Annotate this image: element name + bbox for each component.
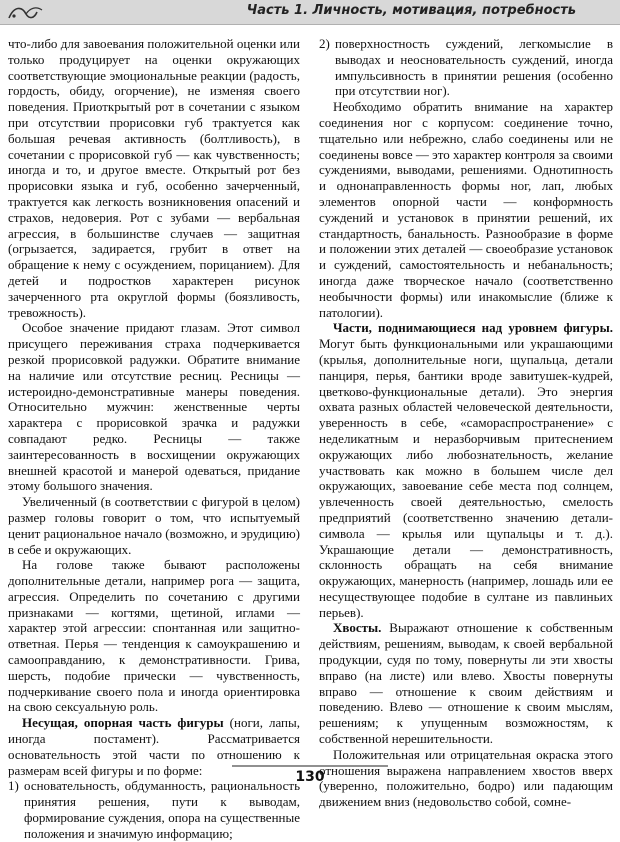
right-column <box>319 36 613 810</box>
paragraph <box>319 320 613 620</box>
paragraph-text: (ноги, лапы, иногда постамент). Рассматривается основательность этой части по отношению к размерам всей фигуры и по форме: <box>8 715 300 778</box>
list-text: основательность, обдуманность, рациональность принятия решения, пути к выводам, формирование суждения, опора на существенные положения и значимую информацию; <box>24 778 300 841</box>
paragraph-text: Могут быть функциональными или украшающими (крылья, дополнительные ноги, щупальца, детали панциря, перья, бантики вроде завитушек-кудрей, цветково-функциональные детали). Это энергия охвата разных областей человеческой деятельности, уверенность в себе, «самораспространение» с неделикатным и неразборчивым притеснением окружающих либо любознательность, желание участвовать как можно в большем числе дел окружающих, завоевание себе места под солнцем, увлеченность своей деятельностью, смелость предприятий (соответственно значению детали-символа — крылья или щупальцы и т. д.). Украшающие детали — демонстративность, склонность обращать на себя внимание окружающих, манерность (например, лошадь или ее несуществующее подобие в султане из павлиньих перьев). <box>319 336 613 620</box>
header-title: Часть 1. Личность, мотивация, потребность <box>246 3 576 18</box>
bold-lead-in: Несущая, опорная часть фигуры <box>22 715 224 731</box>
paragraph: Положительная или отрицательная окраска этого отношения выражена направлением хвостов вверх (уверенно, положительно, бодро) или падающим движением вниз (недовольство собой, сомне- <box>319 746 613 810</box>
left-column <box>8 36 300 842</box>
footer-divider <box>0 765 620 767</box>
paragraph: что-либо для завоевания положительной оценки или только продуцирует на оценки окружающих соответствующие эмоциональные реакции (радость, гордость, обиду, огорчение), не изменяя своего поведения. Приоткрытый рот в сочетании с языком при отсутствии прорисовки губ трактуется как большая речевая активность (болтливость), в сочетании с прорисовкой губ — как чувственность; иногда и то, и другое вместе. Открытый рот без прорисовки языка и губ, особенно зачерченный, трактуется как легкость возникновения опасений и страхов, недоверия. Рот с зубами — вербальная агрессия, в большинстве случаев — защитная (огрызается, задирается, грубит в ответ на обращение к нему с осуждением, порицанием). Для детей и подростков характерен рисунок зачерченного рта округлой формы (боязливость, тревожность). <box>8 36 300 320</box>
paragraph: Особое значение придают глазам. Этот символ присущего переживания страха подчеркивается резкой прорисовкой радужки. Обратите внимание на наличие или отсутствие ресниц. Ресницы — истероидно-демонстративные манеры поведения. Относительно мужчин: женственные черты характера с прорисовкой зрачка и радужки совпадают редко. Ресницы — также заинтересованность в восхищении окружающих внешней красотой и манерой одеваться, придание этому большого значения. <box>8 320 300 494</box>
paragraph-text: Выражают отношение к собственным действиям, решениям, выводам, к своей вербальной продукции, судя по тому, повернуты ли эти хвосты вправо (на листе) или влево. Хвосты повернуты вправо — отношение к своим действиям и поведению. Влево — отношение к своим мыслям, решениям; к упущенным возможностям, к собственной нерешительности. <box>319 620 613 747</box>
paragraph <box>319 620 613 746</box>
bold-lead-in: Хвосты. <box>333 620 382 636</box>
paragraph: На голове также бывают расположены дополнительные детали, например рога — защита, агрессия. Определить по сочетанию с другими признаками — когтями, щетиной, иглами — характер этой агрессии: спонтанная или защитно-ответная. Перья — тенденция к самоукрашению и самооправданию, к демонстративности. Грива, шерсть, подобие прически — чувственность, подчеркивание своего пола и иногда ориентировка на свою сексуальную роль. <box>8 557 300 715</box>
running-header <box>0 0 620 25</box>
list-number: 2) <box>319 36 330 51</box>
list-item <box>8 778 300 841</box>
bold-lead-in: Части, поднимающиеся над уровнем фигуры. <box>333 320 613 336</box>
decorative-swirl-icon <box>6 2 46 22</box>
list-number: 1) <box>8 778 19 794</box>
list-item <box>319 36 613 99</box>
list-text: поверхностность суждений, легкомыслие в выводах и неосновательность суждений, иногда импульсивность в принятии решения (особенно при отсутствии ног). <box>335 36 613 99</box>
page-number: 130 <box>295 769 325 785</box>
paragraph: Увеличенный (в соответствии с фигурой в целом) размер головы говорит о том, что испытуемый ценит рациональное начало (возможно, и эрудицию) в себе и окружающих. <box>8 494 300 557</box>
paragraph: Необходимо обратить внимание на характер соединения ног с корпусом: соединение точно, тщательно или небрежно, слабо соединены или не соединены вовсе — это характер контроля за своими суждениями, выводами, решениями. Однотипность и однонаправленность формы ног, лап, любых элементов опорной части — конформность суждений и установок в принятии решений, их стандартность, банальность. Разнообразие в форме и положении этих деталей — своеобразие установок и суждений, самостоятельность и небанальность; иногда даже творческое начало (соответственно необычности формы) или инакомыслие (ближе к патологии). <box>319 99 613 320</box>
